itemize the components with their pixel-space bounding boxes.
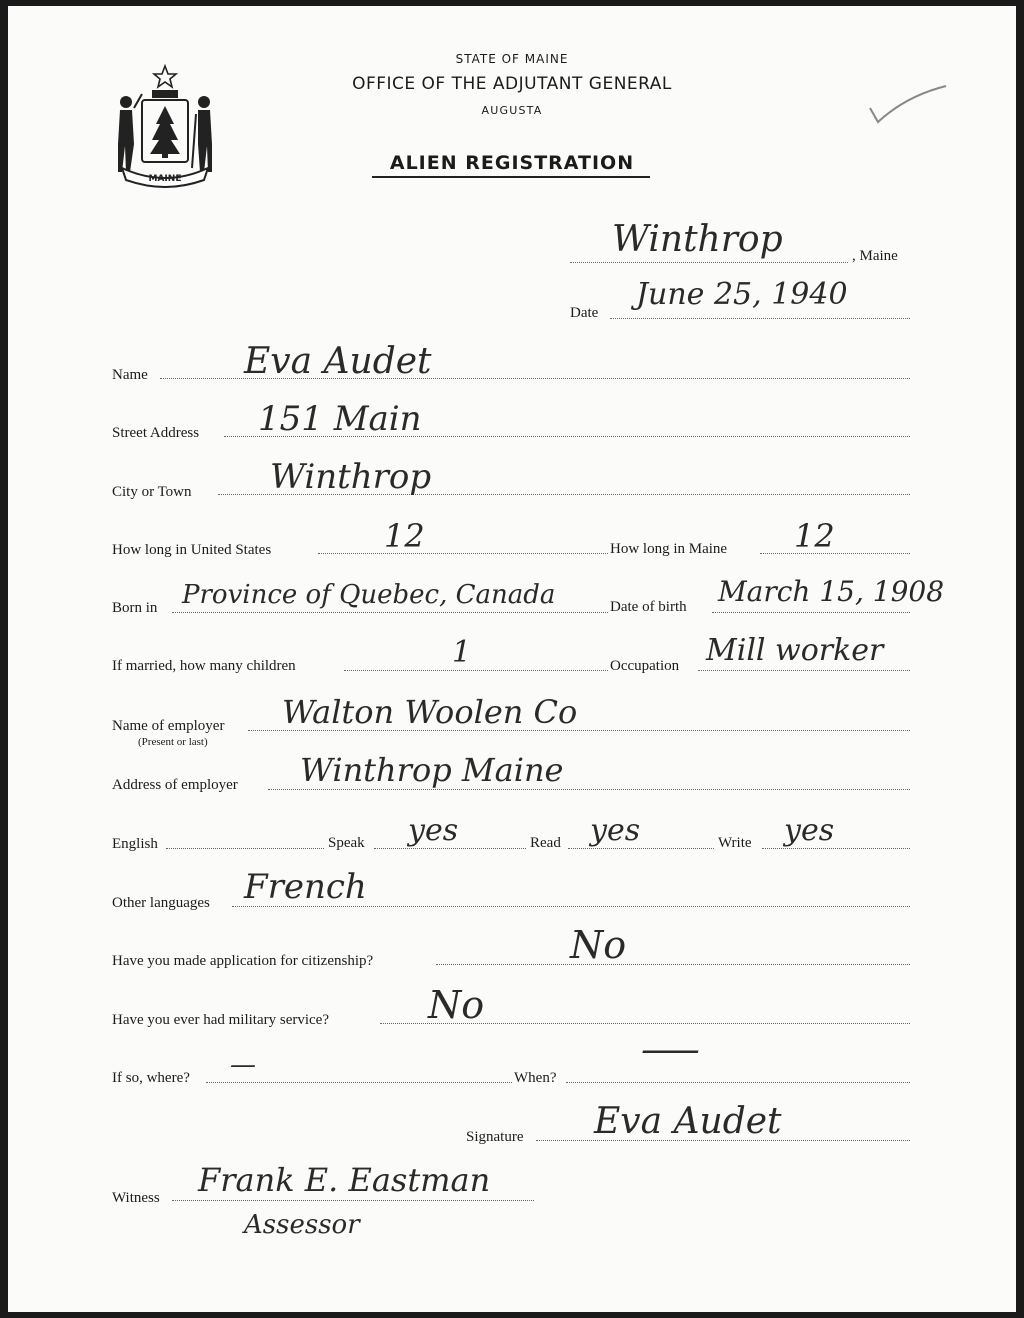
children-line [344, 670, 608, 671]
town-line [570, 262, 848, 263]
occupation-line [698, 670, 910, 671]
employer-address-label: Address of employer [112, 777, 238, 793]
other-languages-value: French [244, 867, 367, 907]
where-label: If so, where? [112, 1070, 190, 1086]
witness-value: Frank E. Eastman [198, 1161, 491, 1199]
long-maine-label: How long in Maine [610, 541, 728, 557]
long-us-value: 12 [384, 517, 425, 555]
children-value: 1 [452, 635, 472, 670]
street-label: Street Address [112, 425, 200, 441]
employer-address-line [268, 789, 910, 790]
signature-value: Eva Audet [594, 1101, 782, 1142]
where-line [206, 1082, 512, 1083]
name-label: Name [112, 367, 148, 383]
other-languages-label: Other languages [112, 895, 210, 911]
write-value: yes [784, 813, 835, 848]
seal-text: MAINE [148, 174, 182, 184]
employer-note: (Present or last) [138, 736, 208, 748]
header-office: OFFICE OF THE ADJUTANT GENERAL [352, 74, 672, 94]
maine-suffix-label: , Maine [852, 248, 898, 264]
read-label: Read [530, 835, 561, 851]
when-label: When? [514, 1070, 557, 1086]
citizenship-value: No [570, 923, 627, 967]
city-label: City or Town [112, 484, 192, 500]
employer-label: Name of employer [112, 718, 225, 734]
dob-label: Date of birth [610, 599, 687, 615]
write-line [762, 848, 910, 849]
citizenship-label: Have you made application for citizenship? [112, 953, 374, 969]
long-maine-line [760, 553, 910, 554]
witness-label: Witness [112, 1190, 160, 1206]
english-line [166, 848, 324, 849]
citizenship-line [436, 964, 910, 965]
street-value: 151 Main [258, 399, 422, 439]
long-maine-value: 12 [794, 517, 835, 555]
date-label: Date [570, 305, 599, 321]
date-line [610, 318, 910, 319]
form-title: ALIEN REGISTRATION [389, 152, 635, 174]
header-city: AUGUSTA [481, 104, 543, 117]
when-value: — [640, 1027, 701, 1071]
city-value: Winthrop [270, 457, 432, 497]
english-label: English [112, 836, 158, 852]
speak-line [374, 848, 526, 849]
born-in-line [172, 612, 608, 613]
dob-value: March 15, 1908 [718, 575, 945, 608]
witness-title-value: Assessor [244, 1210, 360, 1240]
where-value: — [230, 1050, 256, 1080]
date-value: June 25, 1940 [636, 277, 848, 312]
witness-line [172, 1200, 534, 1201]
title-underline [372, 176, 650, 178]
speak-label: Speak [328, 835, 365, 851]
when-line [566, 1082, 910, 1083]
read-line [568, 848, 714, 849]
born-in-value: Province of Quebec, Canada [182, 580, 556, 610]
name-value: Eva Audet [244, 341, 432, 382]
dob-line [712, 612, 910, 613]
children-label: If married, how many children [112, 658, 296, 674]
born-in-label: Born in [112, 600, 158, 616]
long-us-label: How long in United States [112, 542, 272, 558]
long-us-line [318, 553, 608, 554]
employer-value: Walton Woolen Co [282, 693, 578, 731]
signature-label: Signature [466, 1129, 524, 1145]
military-label: Have you ever had military service? [112, 1012, 329, 1028]
military-value: No [428, 983, 485, 1027]
read-value: yes [590, 813, 641, 848]
town-value: Winthrop [612, 219, 783, 260]
employer-address-value: Winthrop Maine [300, 751, 564, 789]
occupation-label: Occupation [610, 658, 680, 674]
speak-value: yes [408, 813, 459, 848]
occupation-value: Mill worker [706, 633, 884, 668]
write-label: Write [718, 835, 752, 851]
header-state: STATE OF MAINE [455, 52, 569, 66]
